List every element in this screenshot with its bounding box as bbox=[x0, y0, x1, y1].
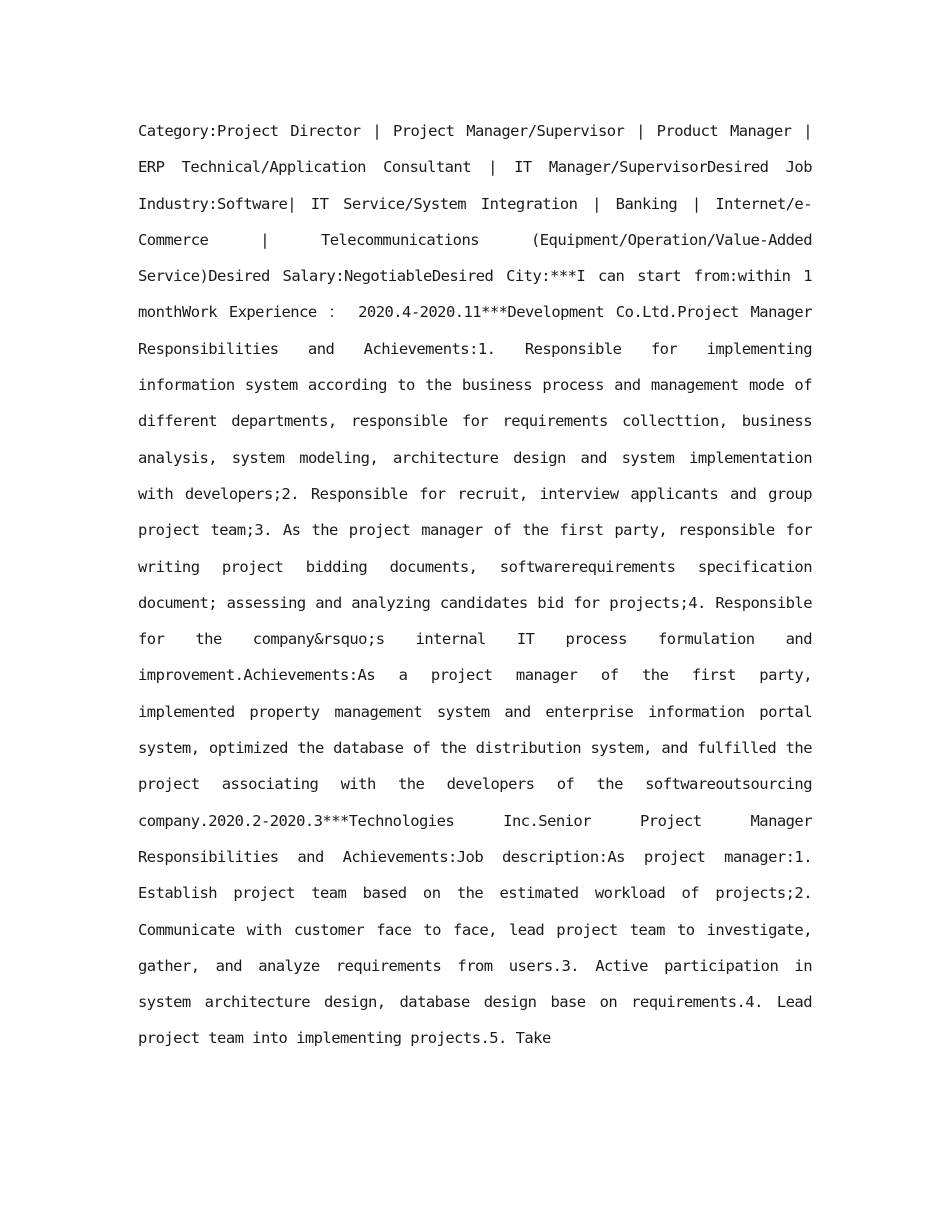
body-paragraph: Category:Project Director | Project Manager/Supervisor | Product Manager | ERP Technical/Application Consultant | IT Manager/SupervisorDesired Job Industry:Software| IT Service/System Integration | Banking | Internet/e-Commerce | Telecommunications (Equipment/Operation/Value-Added Service)Desired Salary:NegotiableDesired City:***I can start from:within 1 monthWork Experience ： 2020.4-2020.11***Development Co.Ltd.Project Manager Responsibilities and Achievements:1. Responsible for implementing information system according to the business process and management mode of different departments, responsible for requirements collecttion, business analysis, system modeling, architecture design and system implementation with developers;2. Responsible for recruit, interview applicants and group project team;3. As the project manager of the first party, responsible for writing project bidding documents, softwarerequirements specification document; assessing and analyzing candidates bid for projects;4. Responsible for the company&rsquo;s internal IT process formulation and improvement.Achievements:As a project manager of the first party, implemented property management system and enterprise information portal system, optimized the database of the distribution system, and fulfilled the project associating with the developers of the softwareoutsourcing company.2020.2-2020.3***Technologies Inc.Senior Project Manager Responsibilities and Achievements:Job description:As project manager:1. Establish project team based on the estimated workload of projects;2. Communicate with customer face to face, lead project team to investigate, gather, and analyze requirements from users.3. Active participation in system architecture design, database design base on requirements.4. Lead project team into implementing projects.5. Take bbox=[138, 122, 812, 1048]
